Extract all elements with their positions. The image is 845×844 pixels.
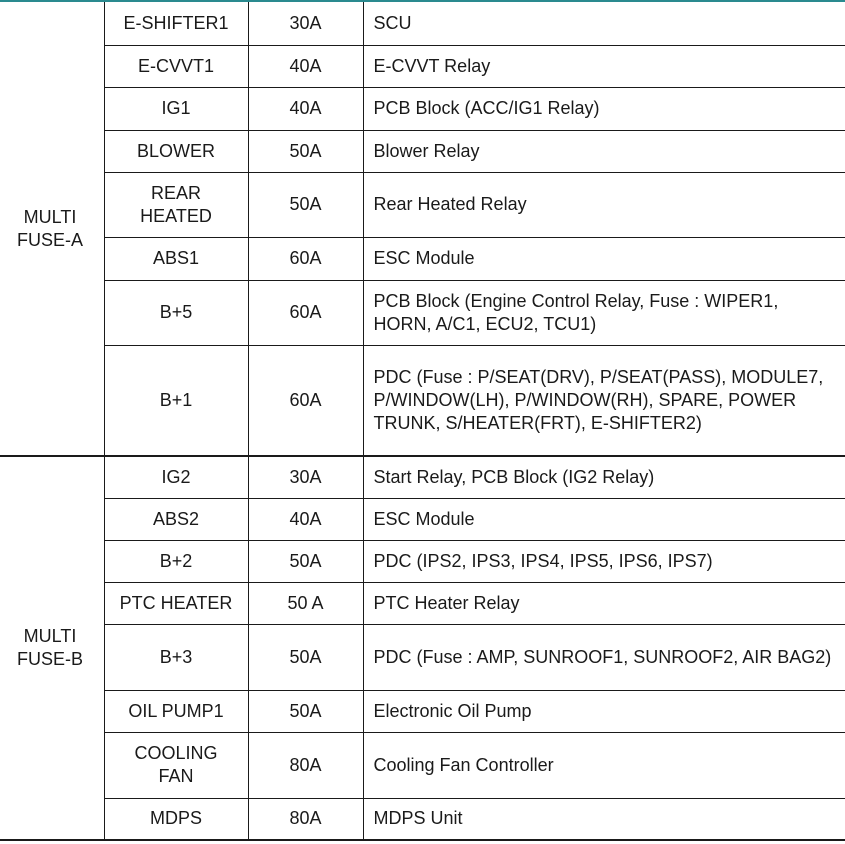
fuse-amperage: 50A <box>248 130 363 172</box>
fuse-amperage: 40A <box>248 87 363 130</box>
fuse-name: BLOWER <box>104 130 248 172</box>
fuse-name: B+2 <box>104 540 248 582</box>
table-row <box>0 582 845 624</box>
fuse-name <box>104 172 248 237</box>
fuse-amperage: 50A <box>248 624 363 690</box>
fuse-name: PTC HEATER <box>104 582 248 624</box>
fuse-description: ESC Module <box>363 237 845 280</box>
group-label-cell <box>0 456 104 840</box>
fuse-description: SCU <box>363 2 845 45</box>
table-row <box>0 130 845 172</box>
fuse-name: ABS1 <box>104 237 248 280</box>
fuse-description: PCB Block (Engine Control Relay, Fuse : WIPER1, HORN, A/C1, ECU2, TCU1) <box>363 280 845 345</box>
group-label: MULTI FUSE-B <box>16 626 83 669</box>
fuse-amperage: 50A <box>248 690 363 732</box>
table-row <box>0 540 845 582</box>
fuse-name: OIL PUMP1 <box>104 690 248 732</box>
table-row <box>0 798 845 840</box>
fuse-description: PDC (IPS2, IPS3, IPS4, IPS5, IPS6, IPS7) <box>363 540 845 582</box>
fuse-description: Cooling Fan Controller <box>363 732 845 798</box>
table-row <box>0 280 845 345</box>
fuse-description: MDPS Unit <box>363 798 845 840</box>
fuse-description: Electronic Oil Pump <box>363 690 845 732</box>
fuse-name: B+3 <box>104 624 248 690</box>
fuse-amperage: 60A <box>248 345 363 456</box>
fuse-description: PDC (Fuse : P/SEAT(DRV), P/SEAT(PASS), MODULE7, P/WINDOW(LH), P/WINDOW(RH), SPARE, POWER TRUNK, S/HEATER(FRT), E-SHIFTER2) <box>363 345 845 456</box>
fuse-name: ABS2 <box>104 498 248 540</box>
fuse-table <box>0 2 845 841</box>
fuse-name: B+1 <box>104 345 248 456</box>
fuse-name: B+5 <box>104 280 248 345</box>
table-row <box>0 498 845 540</box>
fuse-amperage: 40A <box>248 45 363 87</box>
table-row <box>0 456 845 498</box>
fuse-description: PTC Heater Relay <box>363 582 845 624</box>
fuse-description: Rear Heated Relay <box>363 172 845 237</box>
fuse-amperage: 60A <box>248 237 363 280</box>
fuse-description: Blower Relay <box>363 130 845 172</box>
table-row <box>0 732 845 798</box>
group-label-cell <box>0 2 104 456</box>
fuse-name: IG1 <box>104 87 248 130</box>
fuse-name: MDPS <box>104 798 248 840</box>
fuse-amperage: 30A <box>248 456 363 498</box>
fuse-name: E-SHIFTER1 <box>104 2 248 45</box>
fuse-description: PCB Block (ACC/IG1 Relay) <box>363 87 845 130</box>
table-row <box>0 690 845 732</box>
table-row <box>0 2 845 45</box>
fuse-name: IG2 <box>104 456 248 498</box>
fuse-name <box>104 732 248 798</box>
group-label: MULTI FUSE-A <box>16 206 83 250</box>
fuse-name-text: COOLING FAN <box>134 743 218 786</box>
fuse-amperage: 30A <box>248 2 363 45</box>
fuse-description: Start Relay, PCB Block (IG2 Relay) <box>363 456 845 498</box>
table-row <box>0 624 845 690</box>
fuse-name-text: REAR HEATED <box>140 182 212 226</box>
fuse-amperage: 80A <box>248 732 363 798</box>
table-row <box>0 172 845 237</box>
fuse-description: PDC (Fuse : AMP, SUNROOF1, SUNROOF2, AIR BAG2) <box>363 624 845 690</box>
table-row <box>0 345 845 456</box>
table-row <box>0 237 845 280</box>
fuse-amperage: 50A <box>248 172 363 237</box>
fuse-description: ESC Module <box>363 498 845 540</box>
fuse-amperage: 50A <box>248 540 363 582</box>
fuse-amperage: 80A <box>248 798 363 840</box>
table-row <box>0 45 845 87</box>
fuse-description: E-CVVT Relay <box>363 45 845 87</box>
fuse-amperage: 40A <box>248 498 363 540</box>
table-row <box>0 87 845 130</box>
fuse-amperage: 50 A <box>248 582 363 624</box>
fuse-name: E-CVVT1 <box>104 45 248 87</box>
fuse-amperage: 60A <box>248 280 363 345</box>
